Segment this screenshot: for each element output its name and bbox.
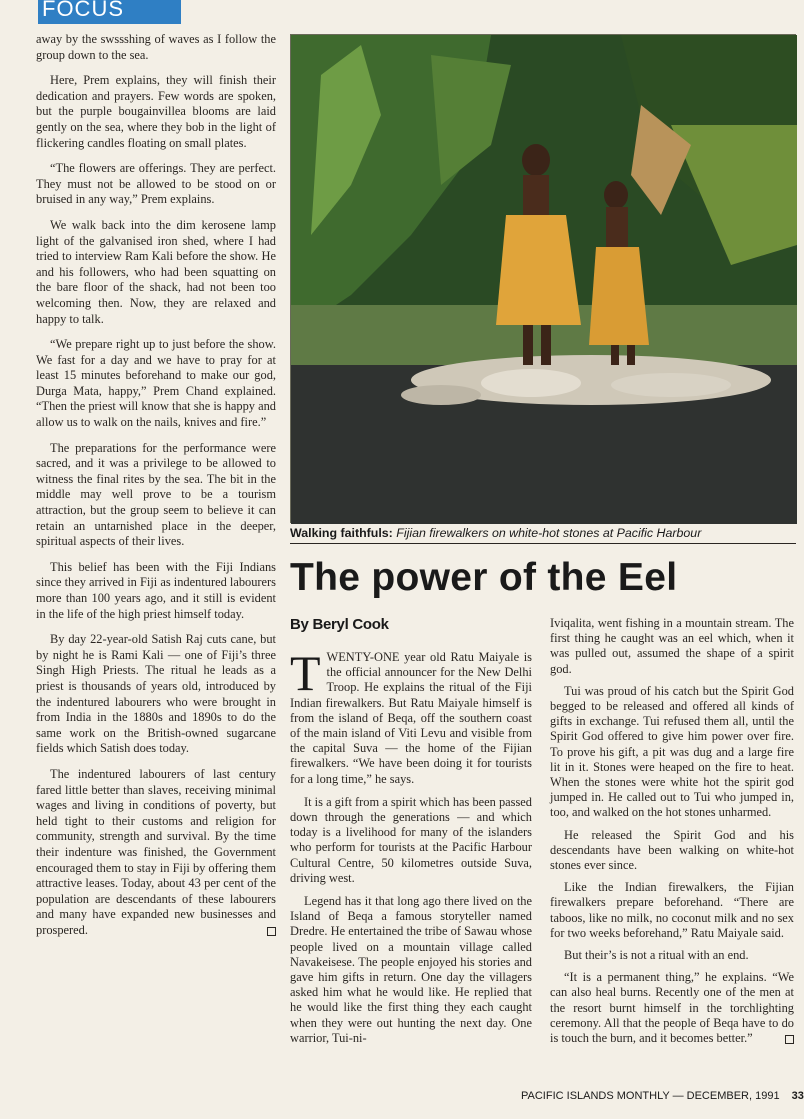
caption-text: Fijian firewalkers on white-hot stones at Pacific Harbour (396, 526, 702, 540)
drop-cap: T (290, 645, 321, 701)
section-tab: FOCUS (38, 0, 181, 24)
paragraph: Iviqalita, went fishing in a mountain stream. The first thing he caught was an eel which, when it was pulled out, assumed the shape of a spirit god. (550, 616, 794, 676)
article-headline: The power of the Eel (290, 556, 678, 599)
paragraph: But their’s is not a ritual with an end. (564, 948, 749, 963)
paragraph: Legend has it that long ago there lived on the Island of Beqa a famous storyteller named Dredre. He entertained the tribe of Sawau whose people lived on a mountain village called Navakeisese. The people enjoyed his stories and gave him gifts in return. One day the villagers asked him what he would like. He replied that he would like the first thing they each caught when they were out hunting the next day. One warrior, Tui-ni- (290, 894, 532, 1045)
page-footer (521, 1090, 804, 1102)
paragraph: We walk back into the dim kerosene lamp light of the galvanised iron shed, where I had tried to interview Ram Kali before the show. He and his followers, who had been squatting on the bare floor of the shack, had not been too welcoming then. Now, they are relaxed and happy to talk. (36, 217, 276, 326)
lead-text: WENTY-ONE year old Ratu Maiyale is the official announcer for the New Delhi Troop. He explains the ritual of the Fiji Indian firewalkers. But Ratu Maiyale himself is from the island of Beqa, off the southern coast of the main island of Viti Levu and visible from the capital Suva — the home of the Fijian firewalkers. “We have been doing it for tourists for a long time,” he says. (290, 650, 532, 786)
paragraph: Tui was proud of his catch but the Spirit God begged to be released and offered all kinds of gifts in exchange. Tui refused them all, until the Spirit God offered to give him power over fire. To prove his gift, a pit was dug and a large fire lit in it. Stones were heaped on the fire to heat. When the stones were white hot the spirit god jumped in. He called out to Tui who jumped in, too, and walked on the hot stones unharmed. (550, 683, 794, 820)
paragraph: Here, Prem explains, they will finish their dedication and prayers. Few words are spoken, but the purple bougainvillea blooms are laid gently on the sea, where they bob in the light of flickering candles floating on small plates. (36, 73, 276, 150)
paragraph: By day 22-year-old Satish Raj cuts cane, but by night he is Rami Kali — one of Fiji’s three Singh High Priests. The ritual he leads as a priest is thousands of years old, introduced by the indentured labourers who were brought in from India in the 1880s and 1890s to do the same work on the British-owned sugarcane fields which Satish does today. (36, 632, 276, 756)
page-number: 33 (791, 1090, 804, 1102)
article-byline: By Beryl Cook (290, 616, 389, 633)
paragraph-last (36, 767, 276, 939)
paragraph: “The flowers are offerings. They are perfect. They must not be allowed to be stood on or bruised in any way,” Prem explains. (36, 161, 276, 207)
lead-paragraph (290, 645, 532, 787)
paragraph: This belief has been with the Fiji Indians since they arrived in Fiji as indentured labourers more than 100 years ago, and it still is evident in the life of the high priest himself today. (36, 559, 276, 621)
firewalkers-photo-illustration (291, 35, 797, 524)
paragraph: The preparations for the performance were sacred, and it was a privilege to be allowed to witness the final rites by the sea. The bit in the middle may well prove to be a tourism attraction, but the group seem to believe it can retain an untarnished place in the deeper, spiritual aspects of their lives. (36, 440, 276, 549)
paragraph: away by the swssshing of waves as I follow the group down to the sea. (36, 32, 276, 62)
publication-name: PACIFIC ISLANDS MONTHLY — DECEMBER, 1991 (521, 1090, 780, 1102)
paragraph: Like the Indian firewalkers, the Fijian firewalkers prepare beforehand. “There are taboos, like no milk, no coconut milk and no sex for two weeks beforehand,” Ratu Maiyale said. (550, 880, 794, 940)
end-mark-icon (785, 1035, 794, 1044)
right-column (550, 616, 794, 1053)
firewalkers-photo (290, 34, 796, 523)
paragraph-last (550, 970, 794, 1046)
paragraph: “We prepare right up to just before the show. We fast for a day and we have to pray for at least 15 minutes beforehand to make our god, Durga Mata, happy,” Prem Chand explained. “Then the priest will know that she is happy and allow us to walk on the nails, knives and fire.” (36, 337, 276, 430)
caption-title: Walking faithfuls: (290, 526, 393, 540)
left-column (36, 32, 276, 948)
paragraph: He released the Spirit God and his descendants have been walking on white-hot stones ever since. (550, 827, 794, 873)
paragraph: It is a gift from a spirit which has been passed down through the generations — and which today is a livelihood for many of the islanders who perform for tourists at the Pacific Harbour Cultural Centre, 50 kilometres outside Suva, driving west. (290, 794, 532, 885)
end-mark-icon (267, 927, 276, 936)
middle-column (290, 645, 532, 1054)
photo-caption (290, 526, 796, 544)
paragraph-text: The indentured labourers of last century fared little better than slaves, receiving minimal wages and living in conditions of poverty, but held tight to their customs and religion for community, strength and survival. By the time their indenture was finished, the Government encouraged them to stay in Fiji by offering them attractive leases. Today, about 43 per cent of the population are descendants of these labourers and many have expanded new businesses and prospered. (36, 766, 276, 937)
paragraph-text: “It is a permanent thing,” he explains. “We can also heal burns. Recently one of the men at the resort burnt himself in the torchlighting ceremony. All that the people of Beqa have to do is touch the burn, and it becomes better.” (550, 970, 794, 1046)
